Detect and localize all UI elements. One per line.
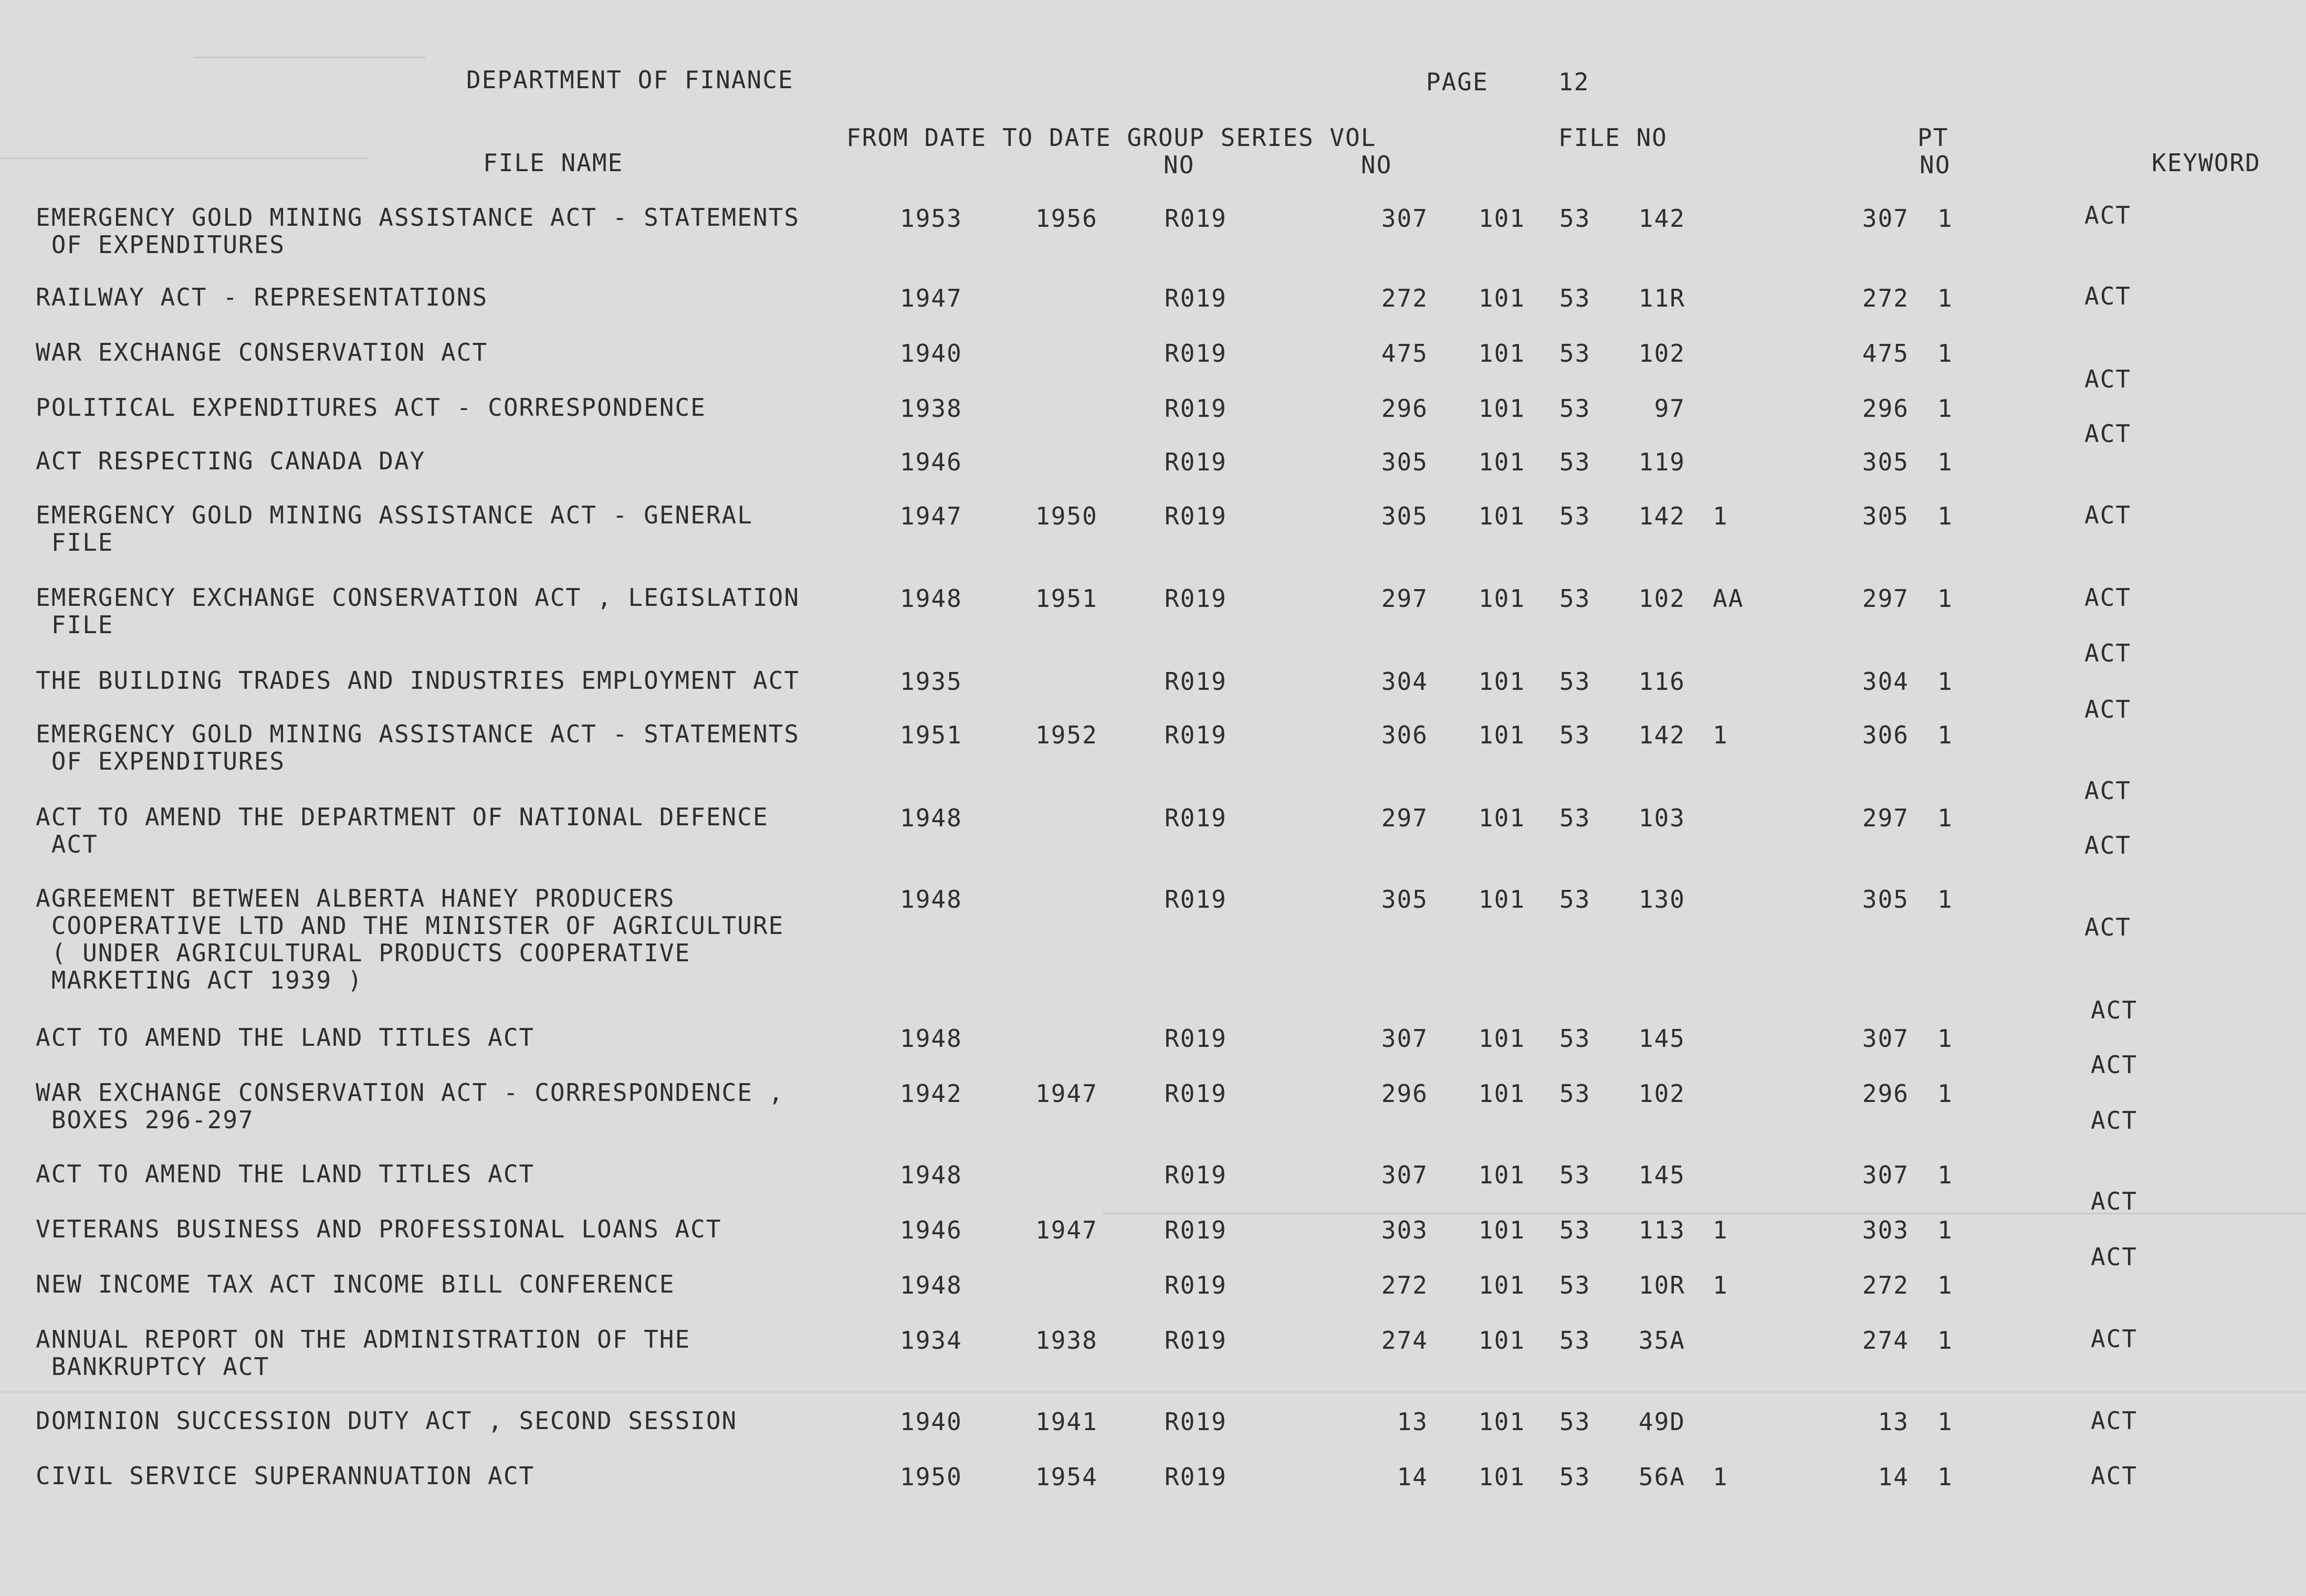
cell-f1: 101 <box>1479 448 1526 476</box>
cell-f3: 97 <box>1654 394 1685 423</box>
cell-series: 307 <box>1381 1161 1428 1189</box>
cell-pt: 1 <box>1937 804 1953 832</box>
column-header-pt-no: NO <box>1920 151 1951 179</box>
cell-vol: 305 <box>1862 448 1909 476</box>
cell-from: 1953 <box>900 204 962 233</box>
cell-pt: 1 <box>1937 1216 1953 1244</box>
cell-vol: 272 <box>1862 284 1909 312</box>
cell-group: R019 <box>1165 1079 1227 1108</box>
cell-pt: 1 <box>1937 584 1953 613</box>
keyword-cell: ACT <box>2084 501 2132 529</box>
cell-series: 305 <box>1381 885 1428 914</box>
cell-vol: 272 <box>1862 1271 1909 1299</box>
cell-series: 296 <box>1381 394 1428 423</box>
cell-series: 305 <box>1381 448 1428 476</box>
cell-series: 297 <box>1381 584 1428 613</box>
column-header-pt: PT <box>1917 123 1949 152</box>
cell-f3: 103 <box>1638 804 1685 832</box>
cell-from: 1948 <box>900 804 962 832</box>
cell-f2: 53 <box>1559 448 1591 476</box>
cell-f4: 1 <box>1713 1271 1728 1299</box>
cell-f2: 53 <box>1559 1326 1591 1354</box>
cell-to: 1947 <box>1035 1216 1098 1244</box>
cell-from: 1947 <box>900 502 962 530</box>
file-name-line: POLITICAL EXPENDITURES ACT - CORRESPONDENCE <box>36 393 706 422</box>
cell-f2: 53 <box>1559 721 1591 749</box>
cell-f1: 101 <box>1479 721 1526 749</box>
cell-pt: 1 <box>1937 1024 1953 1053</box>
cell-f1: 101 <box>1479 584 1526 613</box>
cell-from: 1947 <box>900 284 962 312</box>
cell-f2: 53 <box>1559 804 1591 832</box>
cell-pt: 1 <box>1937 502 1953 530</box>
file-name-line: ACT TO AMEND THE LAND TITLES ACT <box>36 1023 535 1052</box>
cell-f4: 1 <box>1713 1463 1728 1491</box>
column-header-group-no: NO <box>1164 151 1195 179</box>
cell-f1: 101 <box>1479 502 1526 530</box>
cell-f2: 53 <box>1559 502 1591 530</box>
cell-f3: 113 <box>1638 1216 1685 1244</box>
keyword-cell: ACT <box>2091 1106 2138 1135</box>
column-header-file-no: FILE NO <box>1558 123 1668 152</box>
cell-f2: 53 <box>1559 1024 1591 1053</box>
cell-f1: 101 <box>1479 1216 1526 1244</box>
column-header-dates: FROM DATE TO DATE GROUP SERIES VOL <box>846 123 1377 152</box>
cell-f2: 53 <box>1559 1216 1591 1244</box>
cell-group: R019 <box>1165 394 1227 423</box>
cell-group: R019 <box>1165 804 1227 832</box>
cell-vol: 307 <box>1862 1161 1909 1189</box>
file-name-line: RAILWAY ACT - REPRESENTATIONS <box>36 283 488 311</box>
cell-vol: 307 <box>1862 204 1909 233</box>
cell-from: 1935 <box>900 667 962 696</box>
cell-to: 1941 <box>1035 1408 1098 1436</box>
keyword-cell: ACT <box>2091 1187 2138 1215</box>
cell-pt: 1 <box>1937 204 1953 233</box>
cell-pt: 1 <box>1937 1408 1953 1436</box>
cell-pt: 1 <box>1937 284 1953 312</box>
cell-group: R019 <box>1165 667 1227 696</box>
file-name-line: EMERGENCY EXCHANGE CONSERVATION ACT , LEGISLATION <box>36 583 800 612</box>
file-name-line: WAR EXCHANGE CONSERVATION ACT - CORRESPONDENCE , <box>36 1078 784 1107</box>
cell-f1: 101 <box>1479 1161 1526 1189</box>
cell-from: 1946 <box>900 448 962 476</box>
cell-series: 296 <box>1381 1079 1428 1108</box>
page-number: 12 <box>1558 68 1590 96</box>
cell-series: 14 <box>1397 1463 1428 1491</box>
cell-group: R019 <box>1165 1024 1227 1053</box>
cell-from: 1948 <box>900 1271 962 1299</box>
cell-f2: 53 <box>1559 339 1591 368</box>
cell-from: 1946 <box>900 1216 962 1244</box>
cell-f1: 101 <box>1479 1408 1526 1436</box>
cell-f1: 101 <box>1479 885 1526 914</box>
cell-to: 1951 <box>1035 584 1098 613</box>
cell-f1: 101 <box>1479 1326 1526 1354</box>
cell-f3: 56A <box>1638 1463 1685 1491</box>
keyword-cell: ACT <box>2084 913 2132 941</box>
cell-to: 1952 <box>1035 721 1098 749</box>
department-title: DEPARTMENT OF FINANCE <box>466 66 794 94</box>
cell-pt: 1 <box>1937 1271 1953 1299</box>
cell-series: 304 <box>1381 667 1428 696</box>
cell-pt: 1 <box>1937 448 1953 476</box>
cell-f3: 130 <box>1638 885 1685 914</box>
cell-vol: 14 <box>1878 1463 1909 1491</box>
cell-f3: 49D <box>1638 1408 1685 1436</box>
file-name-line: EMERGENCY GOLD MINING ASSISTANCE ACT - STATEMENTS <box>36 720 800 748</box>
cell-f3: 116 <box>1638 667 1685 696</box>
keyword-cell: ACT <box>2084 583 2132 612</box>
cell-to: 1947 <box>1035 1079 1098 1108</box>
cell-f1: 101 <box>1479 804 1526 832</box>
cell-f2: 53 <box>1559 1271 1591 1299</box>
cell-f3: 119 <box>1638 448 1685 476</box>
cell-from: 1951 <box>900 721 962 749</box>
file-name-line: AGREEMENT BETWEEN ALBERTA HANEY PRODUCERS <box>36 884 675 912</box>
cell-series: 305 <box>1381 502 1428 530</box>
cell-from: 1934 <box>900 1326 962 1354</box>
cell-vol: 303 <box>1862 1216 1909 1244</box>
page-label: PAGE <box>1426 68 1489 96</box>
cell-pt: 1 <box>1937 1161 1953 1189</box>
file-name-line: EMERGENCY GOLD MINING ASSISTANCE ACT - GENERAL <box>36 501 753 529</box>
cell-f1: 101 <box>1479 1271 1526 1299</box>
cell-f3: 35A <box>1638 1326 1685 1354</box>
keyword-cell: ACT <box>2091 996 2138 1024</box>
keyword-cell: ACT <box>2091 1325 2138 1353</box>
file-name-line: MARKETING ACT 1939 ) <box>36 966 363 994</box>
cell-f3: 102 <box>1638 584 1685 613</box>
cell-group: R019 <box>1165 448 1227 476</box>
cell-vol: 304 <box>1862 667 1909 696</box>
cell-pt: 1 <box>1937 885 1953 914</box>
file-name-line: ACT TO AMEND THE DEPARTMENT OF NATIONAL DEFENCE <box>36 803 769 831</box>
cell-group: R019 <box>1165 1161 1227 1189</box>
cell-f2: 53 <box>1559 284 1591 312</box>
cell-f3: 142 <box>1638 721 1685 749</box>
cell-series: 297 <box>1381 804 1428 832</box>
file-name-line: ( UNDER AGRICULTURAL PRODUCTS COOPERATIVE <box>36 939 691 967</box>
cell-f3: 145 <box>1638 1161 1685 1189</box>
cell-f1: 101 <box>1479 284 1526 312</box>
keyword-cell: ACT <box>2091 1051 2138 1079</box>
keyword-cell: ACT <box>2084 695 2132 723</box>
keyword-cell: ACT <box>2084 831 2132 859</box>
cell-from: 1950 <box>900 1463 962 1491</box>
column-header-keyword: KEYWORD <box>2152 149 2261 177</box>
cell-pt: 1 <box>1937 1326 1953 1354</box>
cell-group: R019 <box>1165 204 1227 233</box>
keyword-cell: ACT <box>2084 282 2132 310</box>
file-name-line: BANKRUPTCY ACT <box>36 1352 270 1381</box>
cell-vol: 296 <box>1862 394 1909 423</box>
file-name-line: CIVIL SERVICE SUPERANNUATION ACT <box>36 1462 535 1490</box>
cell-from: 1940 <box>900 1408 962 1436</box>
cell-pt: 1 <box>1937 1079 1953 1108</box>
cell-f1: 101 <box>1479 1463 1526 1491</box>
file-name-line: VETERANS BUSINESS AND PROFESSIONAL LOANS ACT <box>36 1215 722 1243</box>
cell-f2: 53 <box>1559 584 1591 613</box>
cell-f4: 1 <box>1713 1216 1728 1244</box>
cell-vol: 274 <box>1862 1326 1909 1354</box>
cell-series: 307 <box>1381 204 1428 233</box>
cell-group: R019 <box>1165 1463 1227 1491</box>
file-name-line: ACT TO AMEND THE LAND TITLES ACT <box>36 1160 535 1188</box>
cell-vol: 305 <box>1862 502 1909 530</box>
cell-f3: 142 <box>1638 502 1685 530</box>
cell-group: R019 <box>1165 284 1227 312</box>
keyword-cell: ACT <box>2084 419 2132 448</box>
cell-vol: 297 <box>1862 804 1909 832</box>
cell-group: R019 <box>1165 1408 1227 1436</box>
cell-pt: 1 <box>1937 1463 1953 1491</box>
cell-to: 1954 <box>1035 1463 1098 1491</box>
file-name-line: COOPERATIVE LTD AND THE MINISTER OF AGRICULTURE <box>36 911 784 940</box>
cell-pt: 1 <box>1937 721 1953 749</box>
cell-from: 1938 <box>900 394 962 423</box>
cell-group: R019 <box>1165 885 1227 914</box>
file-name-line: ANNUAL REPORT ON THE ADMINISTRATION OF THE <box>36 1325 691 1353</box>
cell-vol: 307 <box>1862 1024 1909 1053</box>
cell-to: 1950 <box>1035 502 1098 530</box>
file-name-line: NEW INCOME TAX ACT INCOME BILL CONFERENCE <box>36 1270 675 1298</box>
file-name-line: FILE <box>36 611 114 639</box>
cell-group: R019 <box>1165 1271 1227 1299</box>
cell-from: 1942 <box>900 1079 962 1108</box>
keyword-cell: ACT <box>2084 639 2132 667</box>
cell-from: 1948 <box>900 1024 962 1053</box>
cell-group: R019 <box>1165 339 1227 368</box>
file-name-line: OF EXPENDITURES <box>36 230 286 259</box>
cell-from: 1948 <box>900 584 962 613</box>
cell-vol: 305 <box>1862 885 1909 914</box>
keyword-cell: ACT <box>2084 365 2132 393</box>
cell-f1: 101 <box>1479 394 1526 423</box>
cell-f4: AA <box>1713 584 1744 613</box>
file-name-line: EMERGENCY GOLD MINING ASSISTANCE ACT - STATEMENTS <box>36 203 800 232</box>
cell-f3: 102 <box>1638 339 1685 368</box>
cell-vol: 475 <box>1862 339 1909 368</box>
cell-pt: 1 <box>1937 394 1953 423</box>
cell-f2: 53 <box>1559 1463 1591 1491</box>
cell-series: 306 <box>1381 721 1428 749</box>
cell-from: 1940 <box>900 339 962 368</box>
cell-group: R019 <box>1165 721 1227 749</box>
cell-f2: 53 <box>1559 394 1591 423</box>
file-name-line: ACT RESPECTING CANADA DAY <box>36 447 426 475</box>
file-name-line: DOMINION SUCCESSION DUTY ACT , SECOND SESSION <box>36 1406 738 1435</box>
keyword-cell: ACT <box>2084 201 2132 229</box>
cell-vol: 13 <box>1878 1408 1909 1436</box>
cell-vol: 296 <box>1862 1079 1909 1108</box>
cell-series: 475 <box>1381 339 1428 368</box>
cell-f3: 142 <box>1638 204 1685 233</box>
header-rule <box>194 57 425 58</box>
cell-f2: 53 <box>1559 667 1591 696</box>
cell-f4: 1 <box>1713 502 1728 530</box>
cell-pt: 1 <box>1937 339 1953 368</box>
keyword-cell: ACT <box>2091 1243 2138 1271</box>
cell-group: R019 <box>1165 1326 1227 1354</box>
cell-series: 13 <box>1397 1408 1428 1436</box>
cell-f3: 145 <box>1638 1024 1685 1053</box>
scan-line <box>0 158 368 159</box>
cell-series: 272 <box>1381 284 1428 312</box>
cell-f2: 53 <box>1559 885 1591 914</box>
file-name-line: BOXES 296-297 <box>36 1106 254 1134</box>
cell-f2: 53 <box>1559 1408 1591 1436</box>
file-name-line: FILE <box>36 528 114 556</box>
cell-group: R019 <box>1165 1216 1227 1244</box>
cell-f3: 10R <box>1638 1271 1685 1299</box>
cell-f1: 101 <box>1479 1079 1526 1108</box>
column-header-vol-no: NO <box>1361 151 1392 179</box>
cell-vol: 297 <box>1862 584 1909 613</box>
column-header-file-name: FILE NAME <box>483 149 624 177</box>
keyword-cell: ACT <box>2091 1462 2138 1490</box>
cell-f1: 101 <box>1479 1024 1526 1053</box>
cell-f2: 53 <box>1559 1161 1591 1189</box>
cell-series: 307 <box>1381 1024 1428 1053</box>
cell-f2: 53 <box>1559 1079 1591 1108</box>
file-name-line: WAR EXCHANGE CONSERVATION ACT <box>36 338 488 366</box>
cell-vol: 306 <box>1862 721 1909 749</box>
cell-f4: 1 <box>1713 721 1728 749</box>
cell-to: 1938 <box>1035 1326 1098 1354</box>
cell-f1: 101 <box>1479 339 1526 368</box>
cell-f1: 101 <box>1479 667 1526 696</box>
cell-from: 1948 <box>900 1161 962 1189</box>
cell-f3: 11R <box>1638 284 1685 312</box>
cell-group: R019 <box>1165 584 1227 613</box>
cell-series: 274 <box>1381 1326 1428 1354</box>
keyword-cell: ACT <box>2091 1406 2138 1435</box>
cell-from: 1948 <box>900 885 962 914</box>
cell-f1: 101 <box>1479 204 1526 233</box>
cell-to: 1956 <box>1035 204 1098 233</box>
keyword-cell: ACT <box>2084 776 2132 805</box>
file-name-line: THE BUILDING TRADES AND INDUSTRIES EMPLOYMENT ACT <box>36 666 800 695</box>
cell-pt: 1 <box>1937 667 1953 696</box>
file-name-line: ACT <box>36 830 98 858</box>
file-name-line: OF EXPENDITURES <box>36 747 286 775</box>
cell-series: 272 <box>1381 1271 1428 1299</box>
cell-series: 303 <box>1381 1216 1428 1244</box>
scan-line <box>0 1391 2306 1393</box>
cell-f3: 102 <box>1638 1079 1685 1108</box>
cell-group: R019 <box>1165 502 1227 530</box>
cell-f2: 53 <box>1559 204 1591 233</box>
